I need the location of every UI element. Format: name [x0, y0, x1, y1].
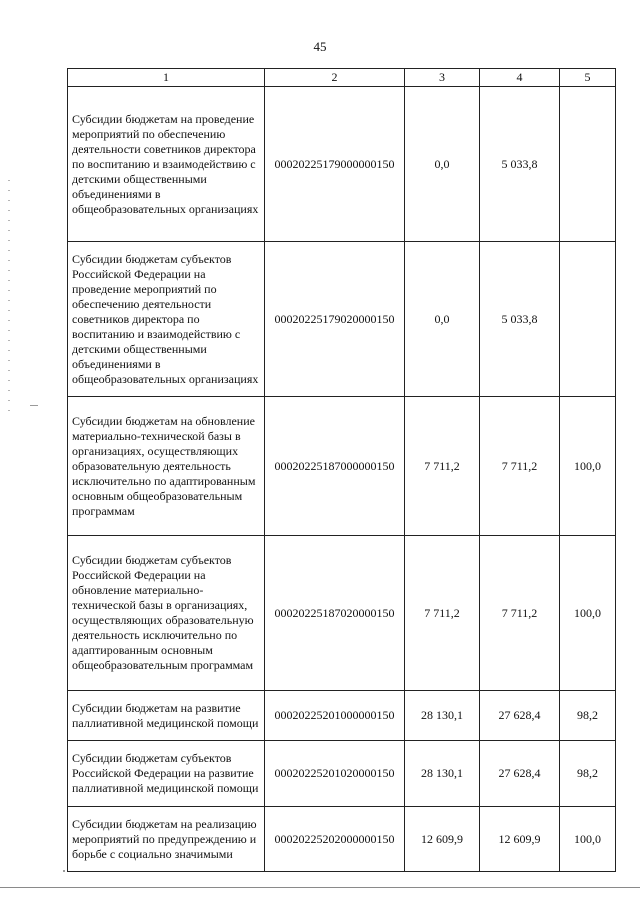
row-code: 00020225187000000150: [265, 397, 405, 536]
row-value-4: 27 628,4: [480, 691, 560, 741]
page-number: 45: [313, 39, 327, 54]
row-value-5: 98,2: [560, 691, 616, 741]
table-row: [68, 87, 616, 242]
row-description: Субсидии бюджетам на реализацию мероприятий по предупреждению и борьбе с социально значимыми: [68, 807, 265, 872]
row-code: 00020225179020000150: [265, 242, 405, 397]
row-value-4: 27 628,4: [480, 741, 560, 807]
table-row: [68, 242, 616, 397]
row-description: Субсидии бюджетам субъектов Российской Федерации на проведение мероприятий по обеспечению деятельности советников директора по воспитанию и взаимодействию с детскими общественными объединениями в общеобразовательных организациях: [68, 242, 265, 397]
margin-mark: [30, 405, 38, 406]
row-value-3: 28 130,1: [405, 741, 480, 807]
row-value-3: 0,0: [405, 87, 480, 242]
table-row: [68, 536, 616, 691]
row-description: Субсидии бюджетам субъектов Российской Федерации на обновление материально-технической базы в организациях, осуществляющих образовательную деятельность исключительно по адаптированным основным общеобразовательным программам: [68, 536, 265, 691]
row-value-3: 28 130,1: [405, 691, 480, 741]
row-value-5: 100,0: [560, 536, 616, 691]
table-row: [68, 691, 616, 741]
row-value-3: 12 609,9: [405, 807, 480, 872]
row-description: Субсидии бюджетам на обновление материально-технической базы в организациях, осуществляющих образовательную деятельность исключительно по адаптированным основным общеобразовательным программам: [68, 397, 265, 536]
row-code: 00020225201000000150: [265, 691, 405, 741]
row-value-3: 7 711,2: [405, 397, 480, 536]
header-col-3: 3: [405, 69, 480, 87]
row-code: 00020225179000000150: [265, 87, 405, 242]
budget-table: [67, 68, 616, 872]
row-code: 00020225187020000150: [265, 536, 405, 691]
row-value-4: 7 711,2: [480, 536, 560, 691]
row-description: Субсидии бюджетам на развитие паллиативной медицинской помощи: [68, 691, 265, 741]
row-value-3: 0,0: [405, 242, 480, 397]
header-row: [68, 69, 616, 87]
row-value-3: 7 711,2: [405, 536, 480, 691]
row-description: Субсидии бюджетам на проведение мероприятий по обеспечению деятельности советников директора по воспитанию и взаимодействию с детскими общественными объединениями в общеобразовательных организациях: [68, 87, 265, 242]
row-value-5: [560, 242, 616, 397]
row-value-4: 5 033,8: [480, 87, 560, 242]
row-code: 00020225202000000150: [265, 807, 405, 872]
row-value-5: 100,0: [560, 397, 616, 536]
row-description: Субсидии бюджетам субъектов Российской Федерации на развитие паллиативной медицинской помощи: [68, 741, 265, 807]
table-row: [68, 741, 616, 807]
table-row: [68, 397, 616, 536]
row-value-4: 12 609,9: [480, 807, 560, 872]
header-col-4: 4: [480, 69, 560, 87]
scan-speck: [63, 870, 65, 872]
header-col-2: 2: [265, 69, 405, 87]
row-value-4: 7 711,2: [480, 397, 560, 536]
table-row: [68, 807, 616, 872]
margin-dotted-line: [8, 180, 10, 420]
row-value-5: [560, 87, 616, 242]
page-bottom-rule: [0, 887, 640, 888]
row-value-5: 98,2: [560, 741, 616, 807]
row-value-4: 5 033,8: [480, 242, 560, 397]
row-value-5: 100,0: [560, 807, 616, 872]
header-col-5: 5: [560, 69, 616, 87]
row-code: 00020225201020000150: [265, 741, 405, 807]
header-col-1: 1: [68, 69, 265, 87]
